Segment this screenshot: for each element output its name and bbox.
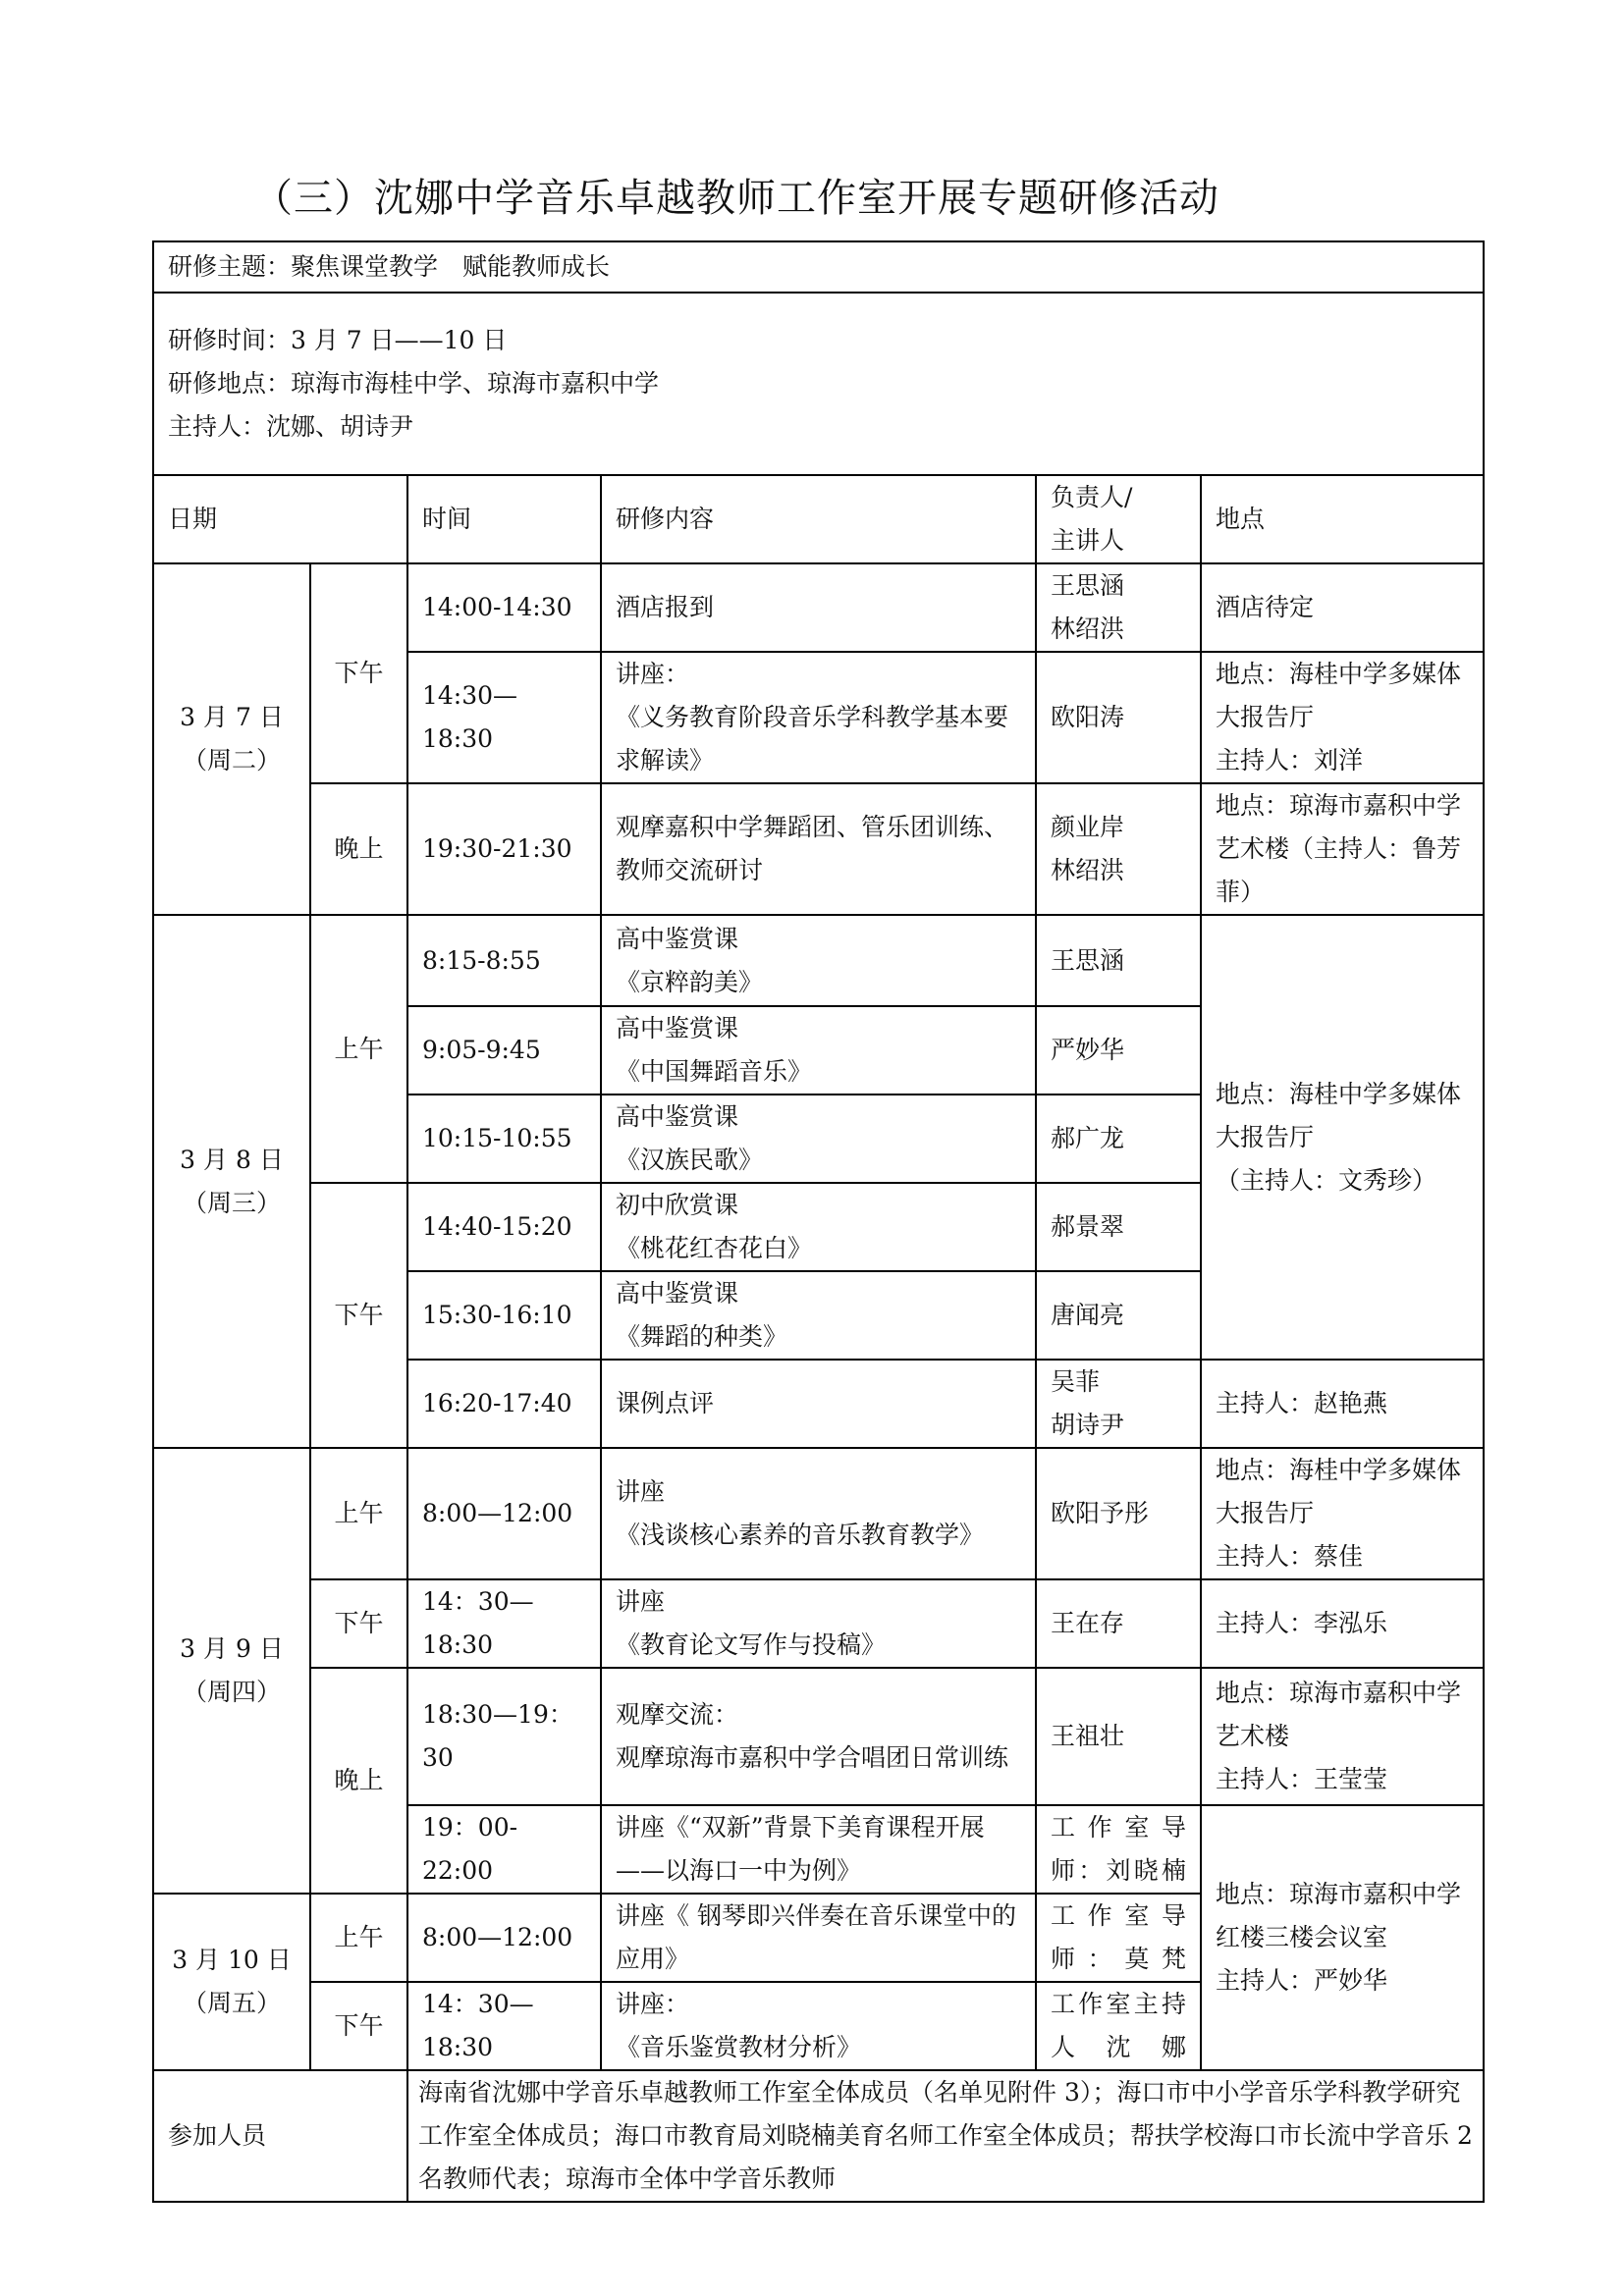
period-label: 下午	[310, 1183, 407, 1448]
row-time: 15:30-16:10	[407, 1271, 601, 1360]
row-content: 高中鉴赏课 《中国舞蹈音乐》	[601, 1006, 1036, 1095]
row-time: 8:00—12:00	[407, 1448, 601, 1579]
row-content: 观摩交流： 观摩琼海市嘉积中学合唱团日常训练	[601, 1668, 1036, 1805]
row-location: 主持人：赵艳燕	[1201, 1360, 1484, 1448]
header-location: 地点	[1201, 475, 1484, 563]
row-person: 工作室主持人沈娜	[1036, 1982, 1201, 2070]
row-content: 观摩嘉积中学舞蹈团、管乐团训练、教师交流研讨	[601, 783, 1036, 915]
participants-row	[153, 2070, 1484, 2202]
research-time: 研修时间：3 月 7 日——10 日	[168, 326, 508, 354]
row-location: 地点：琼海市嘉积中学艺术楼 主持人：王莹莹	[1201, 1668, 1484, 1805]
row-content: 讲座： 《音乐鉴赏教材分析》	[601, 1982, 1036, 2070]
period-label: 上午	[310, 1448, 407, 1579]
row-location: 地点：海桂中学多媒体大报告厅 主持人：刘洋	[1201, 652, 1484, 783]
row-person: 王思涵 林绍洪	[1036, 563, 1201, 652]
day-date: 3 月 8 日 （周三）	[153, 915, 310, 1448]
row-time: 9:05-9:45	[407, 1006, 601, 1095]
page-title: （三）沈娜中学音乐卓越教师工作室开展专题研修活动	[253, 176, 1219, 221]
row-time: 10:15-10:55	[407, 1095, 601, 1183]
row-person: 颜业岸 林绍洪	[1036, 783, 1201, 915]
table-row	[153, 1579, 1484, 1668]
row-person: 郝广龙	[1036, 1095, 1201, 1183]
row-person: 吴菲 胡诗尹	[1036, 1360, 1201, 1448]
row-person: 工作室导师：刘晓楠	[1036, 1805, 1201, 1894]
row-person: 王思涵	[1036, 915, 1201, 1006]
header-person: 负责人/ 主讲人	[1036, 475, 1201, 563]
row-content: 讲座 《浅谈核心素养的音乐教育教学》	[601, 1448, 1036, 1579]
row-time: 8:15-8:55	[407, 915, 601, 1006]
table-row	[153, 1668, 1484, 1805]
row-time: 8:00—12:00	[407, 1894, 601, 1982]
header-row	[153, 475, 1484, 563]
header-date: 日期	[153, 475, 407, 563]
table-row	[153, 783, 1484, 915]
row-location: 地点：海桂中学多媒体大报告厅 （主持人：文秀珍）	[1201, 915, 1484, 1360]
row-person: 王祖壮	[1036, 1668, 1201, 1805]
row-content: 高中鉴赏课 《汉族民歌》	[601, 1095, 1036, 1183]
row-location: 地点：琼海市嘉积中学红楼三楼会议室 主持人：严妙华	[1201, 1805, 1484, 2070]
row-location: 酒店待定	[1201, 563, 1484, 652]
row-content: 初中欣赏课 《桃花红杏花白》	[601, 1183, 1036, 1271]
period-label: 下午	[310, 1579, 407, 1668]
day-date: 3 月 10 日 （周五）	[153, 1894, 310, 2070]
row-person: 王在存	[1036, 1579, 1201, 1668]
info-theme-row	[153, 241, 1484, 293]
row-content: 高中鉴赏课 《京粹韵美》	[601, 915, 1036, 1006]
research-host: 主持人：沈娜、胡诗尹	[168, 412, 414, 441]
row-location: 地点：海桂中学多媒体大报告厅 主持人：蔡佳	[1201, 1448, 1484, 1579]
row-content: 讲座： 《义务教育阶段音乐学科教学基本要求解读》	[601, 652, 1036, 783]
row-person: 欧阳予彤	[1036, 1448, 1201, 1579]
row-time: 16:20-17:40	[407, 1360, 601, 1448]
row-content: 高中鉴赏课 《舞蹈的种类》	[601, 1271, 1036, 1360]
participants-label: 参加人员	[153, 2070, 407, 2202]
schedule-table	[152, 240, 1485, 2203]
row-time: 14:00-14:30	[407, 563, 601, 652]
table-row	[153, 915, 1484, 1006]
row-content: 讲座 《教育论文写作与投稿》	[601, 1579, 1036, 1668]
row-time: 19：00-22:00	[407, 1805, 601, 1894]
row-content: 讲座《“双新”背景下美育课程开展——以海口一中为例》	[601, 1805, 1036, 1894]
period-label: 下午	[310, 1982, 407, 2070]
row-content: 酒店报到	[601, 563, 1036, 652]
header-time: 时间	[407, 475, 601, 563]
row-person: 唐闻亮	[1036, 1271, 1201, 1360]
table-row	[153, 563, 1484, 652]
row-time: 14:30—18:30	[407, 652, 601, 783]
row-location: 主持人：李泓乐	[1201, 1579, 1484, 1668]
row-person: 严妙华	[1036, 1006, 1201, 1095]
participants-text: 海南省沈娜中学音乐卓越教师工作室全体成员（名单见附件 3）；海口市中小学音乐学科教学研究工作室全体成员；海口市教育局刘晓楠美育名师工作室全体成员；帮扶学校海口市长流中学音乐 2 名教师代表；琼海市全体中学音乐教师	[407, 2070, 1484, 2202]
period-label: 晚上	[310, 1668, 407, 1894]
research-theme: 研修主题：聚焦课堂教学 赋能教师成长	[168, 252, 611, 281]
header-content: 研修内容	[601, 475, 1036, 563]
day-date: 3 月 7 日 （周二）	[153, 563, 310, 915]
row-content: 课例点评	[601, 1360, 1036, 1448]
row-location: 地点：琼海市嘉积中学艺术楼（主持人：鲁芳菲）	[1201, 783, 1484, 915]
row-person: 工作室导师：莫梵	[1036, 1894, 1201, 1982]
row-time: 14:40-15:20	[407, 1183, 601, 1271]
period-label: 晚上	[310, 783, 407, 915]
row-time: 14：30—18:30	[407, 1982, 601, 2070]
row-time: 18:30—19：30	[407, 1668, 601, 1805]
row-content: 讲座《 钢琴即兴伴奏在音乐课堂中的应用》	[601, 1894, 1036, 1982]
day-date: 3 月 9 日 （周四）	[153, 1448, 310, 1894]
table-row	[153, 1448, 1484, 1579]
row-time: 14：30—18:30	[407, 1579, 601, 1668]
period-label: 下午	[310, 563, 407, 783]
row-person: 欧阳涛	[1036, 652, 1201, 783]
period-label: 上午	[310, 1894, 407, 1982]
research-place: 研修地点：琼海市海桂中学、琼海市嘉积中学	[168, 369, 660, 398]
period-label: 上午	[310, 915, 407, 1183]
row-time: 19:30-21:30	[407, 783, 601, 915]
info-row	[153, 293, 1484, 475]
row-person: 郝景翠	[1036, 1183, 1201, 1271]
